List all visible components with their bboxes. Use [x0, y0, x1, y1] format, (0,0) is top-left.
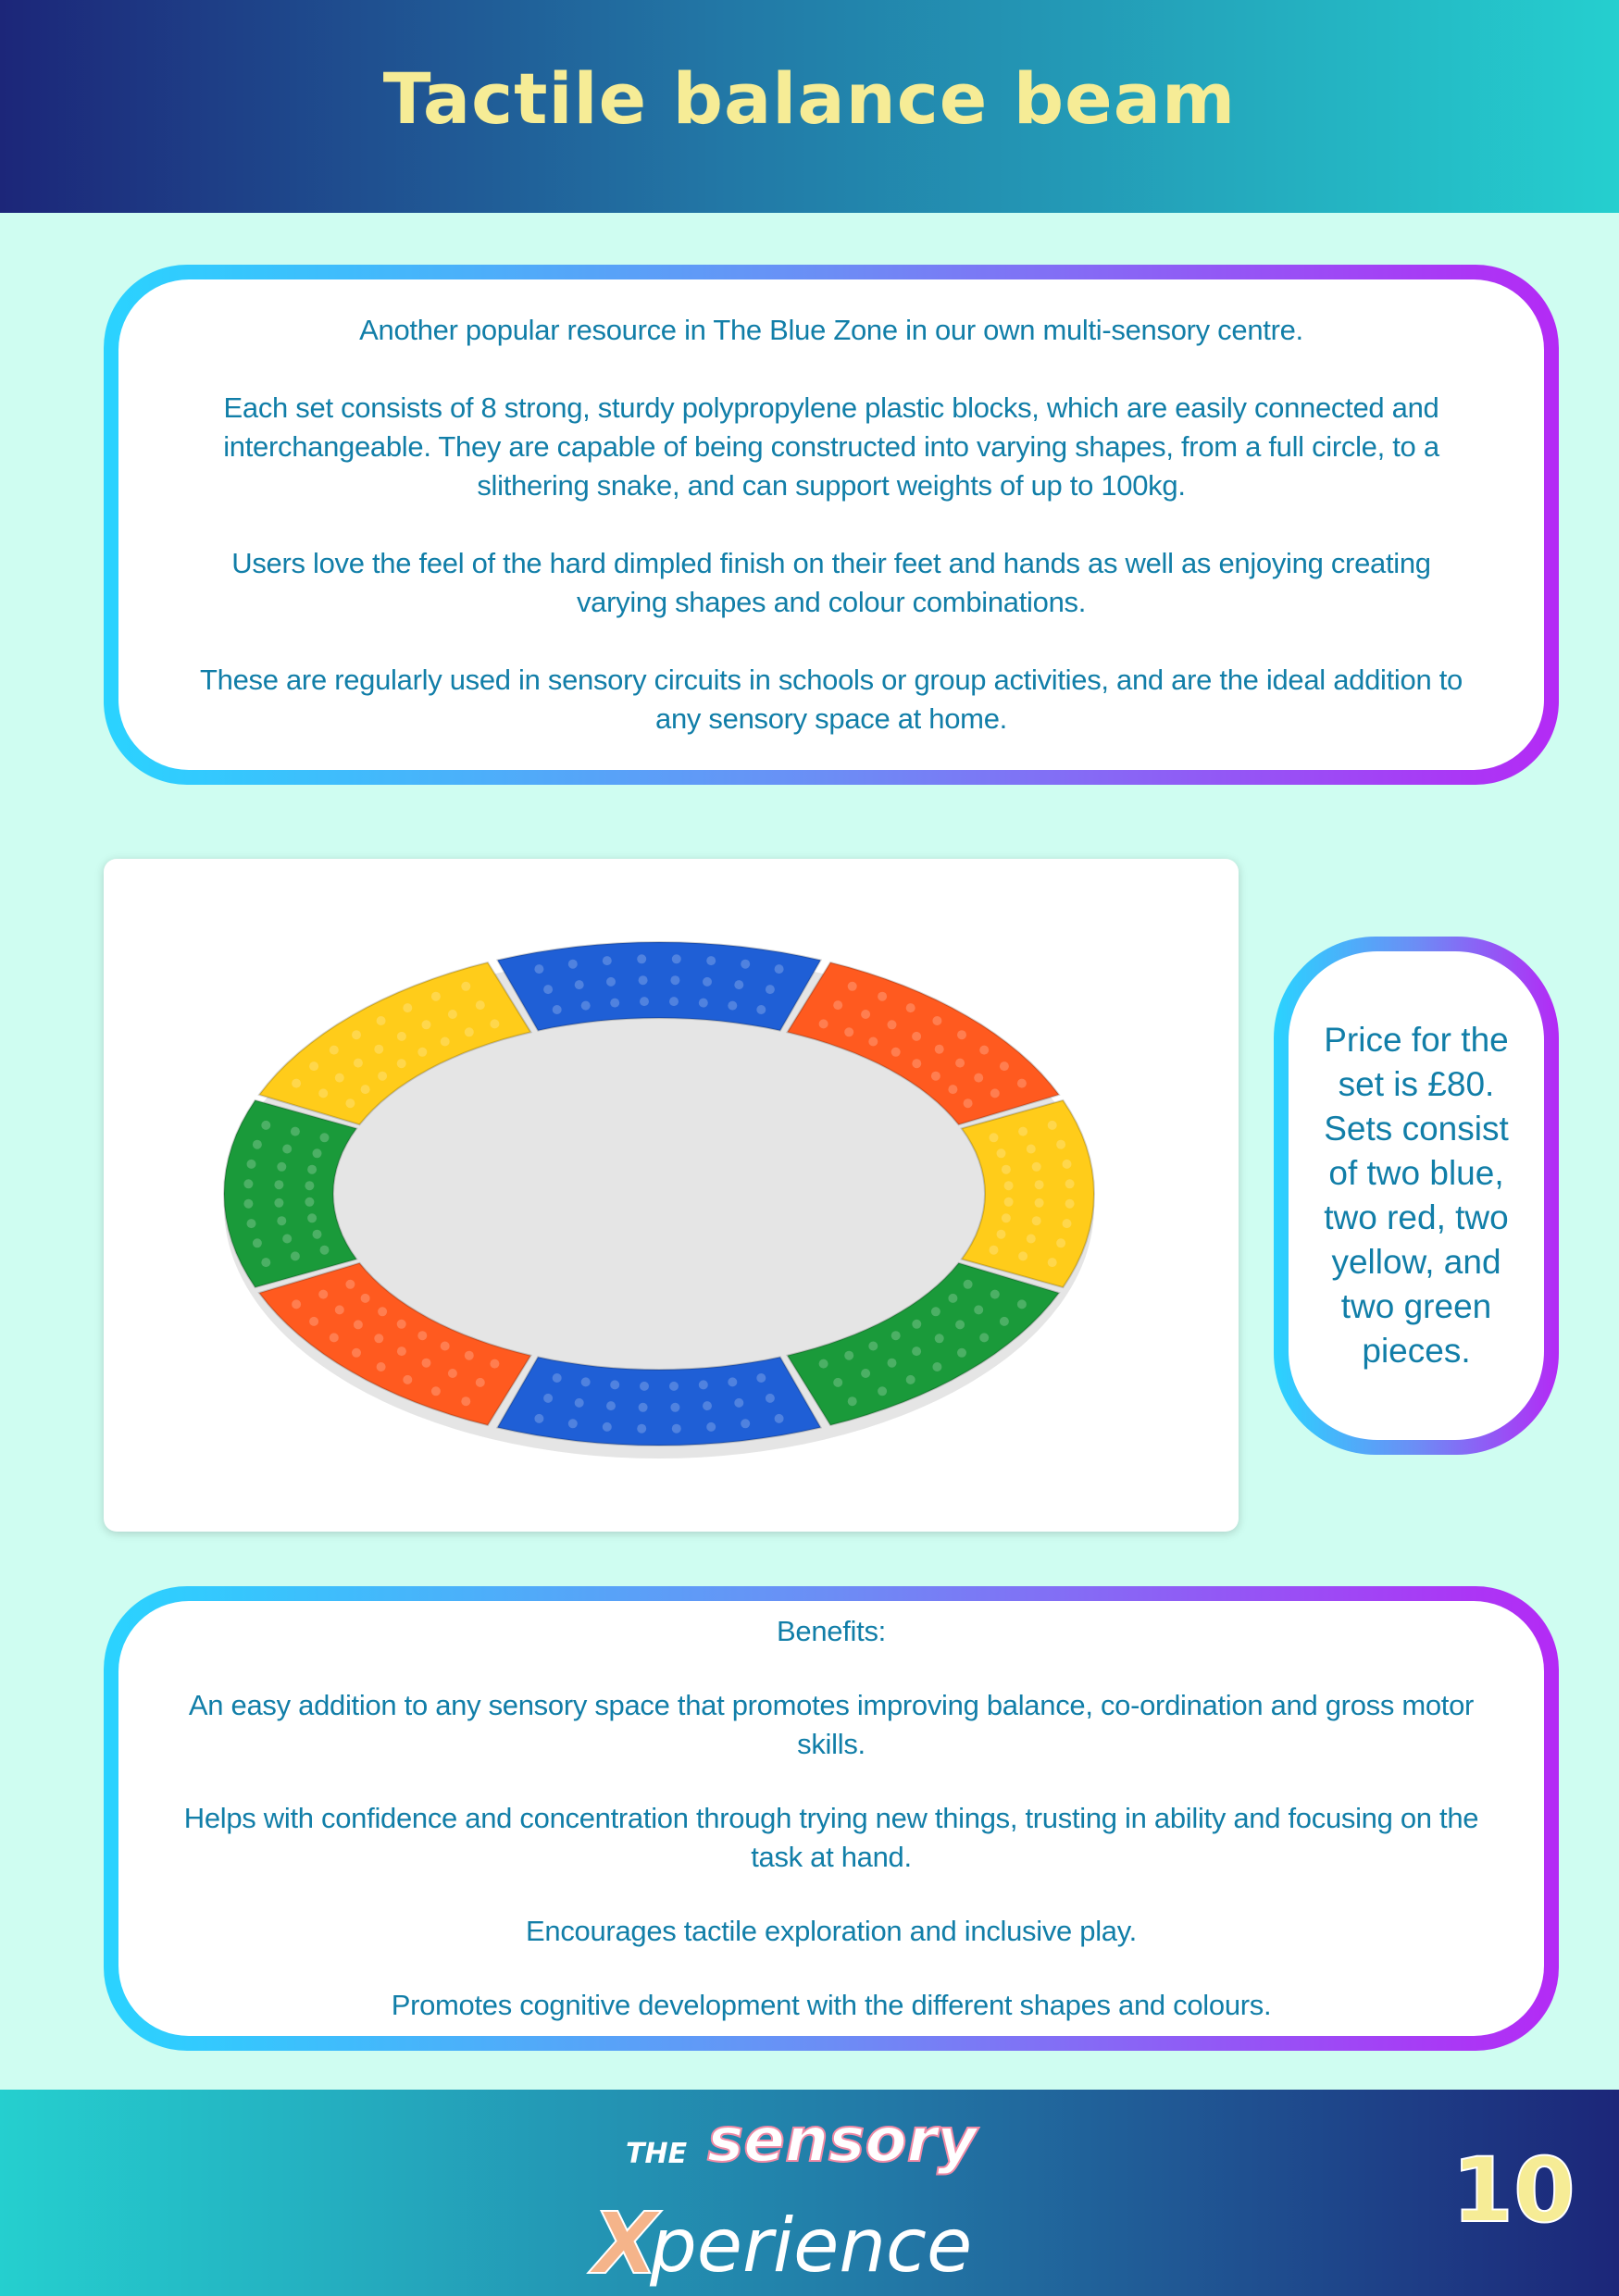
ring-dimple	[669, 997, 679, 1006]
ring-dimple	[374, 1334, 383, 1343]
ring-dimple	[352, 1348, 361, 1358]
ring-dimple	[606, 1401, 616, 1410]
intro-paragraph: Users love the feel of the hard dimpled finish on their feet and hands as well as enjoying creating varying shapes and colour combinations.	[231, 547, 1431, 618]
ring-dimple	[378, 1072, 387, 1081]
ring-dimple	[935, 1045, 944, 1054]
ring-dimple	[403, 1003, 412, 1012]
ring-dimple	[640, 1382, 649, 1391]
ring-dimple	[417, 1331, 427, 1340]
ring-dimple	[932, 1016, 941, 1025]
ring-dimple	[352, 1030, 361, 1039]
ring-dimple	[581, 1001, 591, 1011]
page-header	[0, 0, 1619, 213]
ring-dimple	[1035, 1198, 1044, 1208]
intro-paragraph: These are regularly used in sensory circuits in schools or group activities, and are the ideal addition to any sensory space at home.	[200, 664, 1463, 735]
ring-dimple	[670, 975, 679, 985]
ring-dimple	[878, 992, 887, 1001]
ring-dimple	[906, 1375, 915, 1384]
ring-dimple	[906, 1003, 915, 1012]
ring-dimple	[318, 1290, 328, 1299]
ring-dimple	[706, 956, 716, 965]
ring-dimple	[706, 1422, 716, 1432]
ring-dimple	[441, 1342, 450, 1351]
ring-dimple	[964, 1098, 973, 1108]
ring-dimple	[1035, 1180, 1044, 1189]
ring-dimple	[669, 1382, 679, 1391]
ring-dimple	[974, 1305, 983, 1314]
ring-dimple	[891, 1331, 901, 1340]
ring-dimple	[476, 1000, 485, 1010]
ring-dimple	[888, 1020, 897, 1029]
ring-dimple	[932, 1362, 941, 1371]
ring-dimple	[888, 1359, 897, 1368]
ring-dimple	[833, 1000, 842, 1010]
ring-dimple	[377, 1362, 386, 1371]
ring-dimple	[274, 1180, 283, 1189]
ring-dimple	[775, 964, 784, 974]
ring-dimple	[397, 1347, 406, 1356]
ring-dimple	[979, 1046, 989, 1055]
ring-dimple	[1048, 1258, 1057, 1267]
ring-dimple	[990, 1246, 999, 1255]
ring-dimple	[448, 1369, 457, 1378]
ring-dimple	[1000, 1061, 1009, 1071]
ring-dimple	[461, 982, 470, 991]
ring-dimple	[553, 1373, 562, 1383]
ring-dimple	[766, 985, 775, 994]
ring-dimple	[292, 1079, 301, 1088]
logo-the-text: THE	[626, 2138, 688, 2170]
ring-dimple	[997, 1230, 1006, 1239]
ring-dimple	[253, 1140, 262, 1149]
ring-dimple	[1002, 1213, 1011, 1222]
ring-dimple	[553, 1005, 562, 1014]
ring-dimple	[728, 1001, 737, 1011]
ring-dimple	[990, 1290, 1000, 1299]
ring-dimple	[1018, 1127, 1027, 1136]
ring-dimple	[318, 1088, 328, 1098]
ring-dimple	[819, 1019, 828, 1028]
ring-dimple	[948, 1085, 957, 1094]
logo-perience-text: perience	[650, 2203, 973, 2289]
ring-dimple	[261, 1258, 270, 1267]
ring-dimple	[974, 1074, 983, 1083]
ring-dimple	[955, 1320, 965, 1329]
ring-dimple	[345, 1280, 355, 1289]
ring-dimple	[378, 1307, 387, 1316]
ring-dimple	[1027, 1145, 1036, 1154]
ring-dimple	[756, 1005, 766, 1014]
ring-dimple	[534, 1414, 543, 1423]
ring-dimple	[610, 999, 619, 1008]
ring-dimple	[639, 975, 648, 985]
ring-dimple	[354, 1059, 363, 1068]
logo-sensory-text: sensory	[707, 2104, 978, 2176]
ring-dimple	[277, 1216, 286, 1225]
ring-dimple	[374, 1045, 383, 1054]
ring-dimple	[397, 1059, 406, 1068]
ring-dimple	[1032, 1162, 1041, 1172]
ring-dimple	[1065, 1179, 1075, 1188]
ring-dimple	[568, 1419, 578, 1428]
ring-dimple	[868, 1342, 878, 1351]
product-image	[104, 859, 1239, 1532]
ring-dimple	[868, 1037, 878, 1047]
ring-dimple	[766, 1394, 775, 1403]
ring-dimple	[606, 977, 616, 987]
ring-dimple	[935, 1334, 944, 1343]
ring-dimple	[305, 1181, 314, 1190]
ring-dimple	[703, 1401, 712, 1410]
ring-dimple	[309, 1061, 318, 1071]
ring-dimple	[397, 1032, 406, 1041]
ring-dimple	[1065, 1199, 1075, 1209]
ring-dimple	[243, 1179, 253, 1188]
ring-dimple	[637, 954, 646, 963]
ring-dimple	[672, 1424, 681, 1433]
ring-dimple	[277, 1162, 286, 1172]
ring-dimple	[912, 1059, 921, 1068]
ring-dimple	[330, 1046, 339, 1055]
ring-dimple	[543, 985, 553, 994]
ring-dimple	[261, 1121, 270, 1130]
ring-dimple	[417, 1048, 427, 1057]
benefits-box	[104, 1586, 1559, 2051]
ring-dimple	[637, 1424, 646, 1433]
ring-dimple	[320, 1133, 330, 1142]
ring-dimple	[640, 997, 649, 1006]
ring-dimple	[581, 1377, 591, 1386]
ring-dimple	[1032, 1216, 1041, 1225]
page-footer	[0, 2090, 1619, 2296]
ring-dimple	[891, 1048, 901, 1057]
ring-dimple	[1004, 1181, 1014, 1190]
intro-paragraph: Each set consists of 8 strong, sturdy polypropylene plastic blocks, which are easily connected and interchangeable. They are capable of being constructed into varying shapes, from a full circle, to a slithering snake, and can support weights of up to 100kg.	[223, 391, 1439, 502]
ring-dimple	[568, 960, 578, 969]
ring-dimple	[1017, 1299, 1027, 1309]
ring-dimple	[441, 1037, 450, 1047]
ring-dimple	[1056, 1140, 1065, 1149]
ring-dimple	[465, 1027, 474, 1036]
ring-dimple	[431, 992, 441, 1001]
ring-dimple	[403, 1375, 412, 1384]
ring-dimple	[990, 1088, 1000, 1098]
balance-beam-ring-illustration	[104, 859, 1239, 1532]
ring-dimple	[912, 1320, 921, 1329]
ring-dimple	[990, 1133, 999, 1142]
ring-dimple	[575, 980, 584, 989]
price-text: Price for the set is £80. Sets consist of two blue, two red, two yellow, and two green pieces.	[1324, 1021, 1509, 1370]
ring-dimple	[931, 1072, 940, 1081]
ring-dimple	[461, 1396, 470, 1406]
ring-dimple	[931, 1307, 940, 1316]
ring-dimple	[361, 1085, 370, 1094]
ring-dimple	[1002, 1165, 1011, 1174]
ring-dimple	[243, 1199, 253, 1209]
ring-dimple	[291, 1127, 300, 1136]
ring-dimple	[490, 1359, 499, 1369]
ring-dimple	[307, 1165, 317, 1174]
ring-dimple	[670, 1403, 679, 1412]
benefit-item: Encourages tactile exploration and inclusive play.	[526, 1915, 1137, 1947]
ring-dimple	[335, 1074, 344, 1083]
ring-dimple	[476, 1378, 485, 1387]
ring-dimple	[354, 1320, 363, 1329]
page-title: Tactile balance beam	[382, 57, 1237, 140]
ring-dimple	[734, 980, 743, 989]
ring-dimple	[1027, 1235, 1036, 1244]
ring-dimple	[422, 1020, 431, 1029]
ring-dimple	[361, 1294, 370, 1303]
ring-dimple	[1048, 1121, 1057, 1130]
ring-dimple	[848, 1396, 857, 1406]
page-number: 10	[1451, 2139, 1575, 2242]
ring-dimple	[861, 1010, 870, 1019]
price-box	[1274, 937, 1559, 1455]
ring-dimple	[282, 1235, 292, 1244]
ring-dimple	[247, 1160, 256, 1169]
ring-dimple	[377, 1016, 386, 1025]
ring-dimple	[703, 977, 712, 987]
ring-dimple	[699, 999, 708, 1008]
ring-dimple	[309, 1317, 318, 1326]
ring-dimple	[305, 1198, 314, 1207]
ring-dimple	[422, 1359, 431, 1368]
ring-dimple	[819, 1359, 828, 1369]
ring-dimple	[274, 1198, 283, 1208]
ring-dimple	[575, 1398, 584, 1408]
logo-x-text: X	[592, 2194, 658, 2293]
ring-dimple	[699, 1380, 708, 1389]
ring-dimple	[320, 1246, 330, 1255]
benefits-heading: Benefits:	[777, 1615, 886, 1647]
ring-dimple	[397, 1320, 406, 1329]
intro-paragraph: Another popular resource in The Blue Zone in our own multi-sensory centre.	[359, 314, 1303, 346]
ring-dimple	[844, 1027, 853, 1036]
ring-dimple	[912, 1032, 921, 1041]
ring-dimple	[878, 1386, 887, 1396]
ring-dimple	[912, 1347, 921, 1356]
benefit-item: An easy addition to any sensory space that promotes improving balance, co-ordination and gross motor skills.	[188, 1689, 1475, 1760]
intro-box	[104, 265, 1559, 785]
ring-dimple	[1063, 1160, 1072, 1169]
ring-dimple	[603, 1422, 612, 1432]
benefit-item: Helps with confidence and concentration through trying new things, trusting in ability and focusing on the task at hand.	[183, 1802, 1479, 1873]
ring-dimple	[964, 1280, 973, 1289]
ring-dimple	[534, 964, 543, 974]
ring-dimple	[833, 1378, 842, 1387]
ring-dimple	[465, 1351, 474, 1360]
ring-dimple	[291, 1251, 300, 1260]
ring-dimple	[603, 956, 612, 965]
ring-dimple	[844, 1351, 853, 1360]
ring-dimple	[741, 1419, 750, 1428]
ring-dimple	[330, 1333, 339, 1342]
ring-dimple	[345, 1098, 355, 1108]
benefit-item: Promotes cognitive development with the different shapes and colours.	[391, 1989, 1272, 2021]
ring-dimple	[335, 1305, 344, 1314]
ring-dimple	[1063, 1219, 1072, 1228]
ring-dimple	[610, 1380, 619, 1389]
ring-dimple	[997, 1148, 1006, 1158]
ring-dimple	[307, 1213, 317, 1222]
ring-dimple	[247, 1219, 256, 1228]
ring-dimple	[979, 1333, 989, 1342]
ring-dimple	[672, 954, 681, 963]
ring-dimple	[741, 960, 750, 969]
ring-dimple	[728, 1377, 737, 1386]
ring-dimple	[1056, 1238, 1065, 1247]
ring-dimple	[861, 1369, 870, 1378]
ring-dimple	[957, 1348, 966, 1358]
ring-dimple	[490, 1019, 499, 1028]
ring-dimple	[282, 1145, 292, 1154]
ring-dimple	[955, 1059, 965, 1068]
ring-dimple	[948, 1294, 957, 1303]
ring-dimple	[1018, 1251, 1027, 1260]
ring-dimple	[313, 1148, 322, 1158]
sensory-xperience-logo	[0, 2090, 1619, 2296]
ring-dimple	[756, 1373, 766, 1383]
ring-dimple	[734, 1398, 743, 1408]
ring-dimple	[848, 982, 857, 991]
ring-dimple	[1004, 1198, 1014, 1207]
ring-dimple	[313, 1230, 322, 1239]
ring-dimple	[448, 1010, 457, 1019]
ring-dimple	[543, 1394, 553, 1403]
ring-dimple	[253, 1238, 262, 1247]
ring-dimple	[639, 1403, 648, 1412]
ring-dimple	[957, 1030, 966, 1039]
ring-dimple	[431, 1386, 441, 1396]
ring-dimple	[775, 1414, 784, 1423]
ring-dimple	[1017, 1079, 1027, 1088]
ring-dimple	[1000, 1317, 1009, 1326]
balance-beam-ring	[224, 942, 1094, 1458]
ring-dimple	[292, 1299, 301, 1309]
